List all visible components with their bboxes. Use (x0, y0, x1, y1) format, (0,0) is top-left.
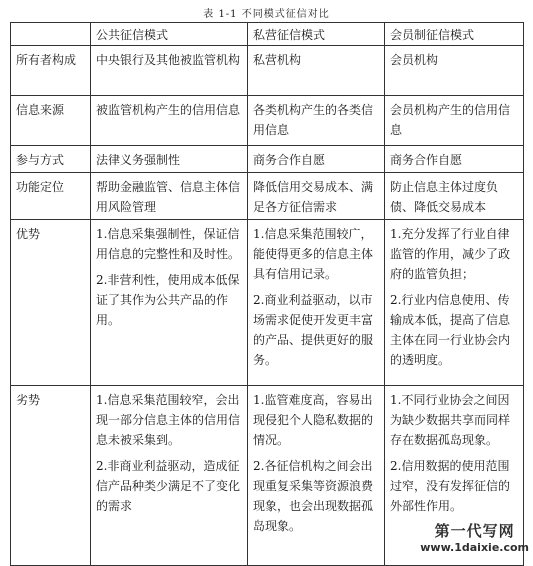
table-cell (385, 96, 524, 146)
cell-paragraph: 会员机构 (390, 53, 439, 67)
table-cell (91, 96, 248, 146)
cell-paragraph: 被监管机构产生的信用信息 (96, 103, 241, 117)
table-cell (385, 173, 524, 220)
row-label: 劣势 (11, 386, 91, 566)
table-cell (385, 46, 524, 96)
table-cell (248, 146, 385, 173)
cell-paragraph: 2.非营利性，使用成本低保证了其作为公共产品的作用。 (96, 273, 240, 327)
comparison-table (10, 22, 524, 566)
cell-paragraph: 2.各征信机构之间会出现重复采集等资源浪费现象，也会出现数据孤岛现象。 (253, 459, 374, 533)
table-cell (91, 173, 248, 220)
table-cell (248, 173, 385, 220)
header-row (11, 23, 524, 46)
row-label: 信息来源 (11, 96, 91, 146)
header-member: 会员制征信模式 (385, 23, 524, 46)
table-cell (91, 46, 248, 96)
table-row (11, 96, 524, 146)
watermark-url: www.1daixie.com (420, 541, 529, 554)
header-corner (11, 23, 91, 46)
cell-paragraph: 帮助金融监管、信息主体信用风险管理 (96, 180, 241, 214)
cell-paragraph: 各类机构产生的各类信用信息 (253, 103, 374, 137)
watermark-name: 第一代写网 (434, 522, 515, 540)
cell-paragraph: 1.不同行业协会之间因为缺少数据共享而同样存在数据孤岛现象。 (390, 393, 511, 447)
cell-paragraph: 1.充分发挥了行业自律监管的作用，减少了政府的监管负担； (390, 227, 511, 281)
cell-paragraph: 2.信用数据的使用范围过窄，没有发挥征信的外部性作用。 (390, 459, 511, 513)
table-row (11, 146, 524, 173)
table-cell (248, 386, 385, 566)
table-caption: 表 1-1 不同模式征信对比 (203, 9, 330, 20)
header-private: 私营征信模式 (248, 23, 385, 46)
cell-paragraph: 防止信息主体过度负债、降低交易成本 (390, 180, 499, 214)
cell-paragraph: 2.商业利益驱动，以市场需求促使开发更丰富的产品、提供更好的服务。 (253, 293, 374, 367)
table-cell (385, 146, 524, 173)
cell-paragraph: 1.监管难度高，容易出现侵犯个人隐私数据的情况。 (253, 393, 374, 447)
cell-paragraph: 1.信息采集范围较窄，会出现一部分信息主体的信用信息未被采集到。 (96, 393, 241, 447)
row-label: 参与方式 (11, 146, 91, 173)
watermark (420, 520, 529, 554)
table-cell (91, 386, 248, 566)
table-row (11, 173, 524, 220)
table-cell (385, 220, 524, 386)
header-public: 公共征信模式 (91, 23, 248, 46)
table-cell (91, 146, 248, 173)
cell-paragraph: 降低信用交易成本、满足各方征信需求 (253, 180, 374, 214)
cell-paragraph: 商务合作自愿 (253, 153, 326, 167)
row-label: 所有者构成 (11, 46, 91, 96)
cell-paragraph: 2.行业内信息使用、传输成本低，提高了信息主体在同一行业协会内的透明度。 (390, 293, 511, 367)
table-row (11, 220, 524, 386)
cell-paragraph: 2.非商业利益驱动，造成征信产品种类少满足不了变化的需求 (96, 459, 241, 513)
row-label: 优势 (11, 220, 91, 386)
cell-paragraph: 中央银行及其他被监管机构 (96, 53, 241, 67)
cell-paragraph: 1.信息采集强制性，保证信用信息的完整性和及时性。 (96, 227, 241, 261)
cell-paragraph: 私营机构 (253, 53, 302, 67)
cell-paragraph: 会员机构产生的信用信息 (390, 103, 511, 137)
table-cell (91, 220, 248, 386)
row-label: 功能定位 (11, 173, 91, 220)
cell-paragraph: 商务合作自愿 (390, 153, 463, 167)
cell-paragraph: 1.信息采集范围较广，能使得更多的信息主体具有信用记录。 (253, 227, 374, 281)
table-cell (248, 96, 385, 146)
table-cell (248, 46, 385, 96)
cell-paragraph: 法律义务强制性 (96, 153, 181, 167)
table-row (11, 46, 524, 96)
table-cell (248, 220, 385, 386)
